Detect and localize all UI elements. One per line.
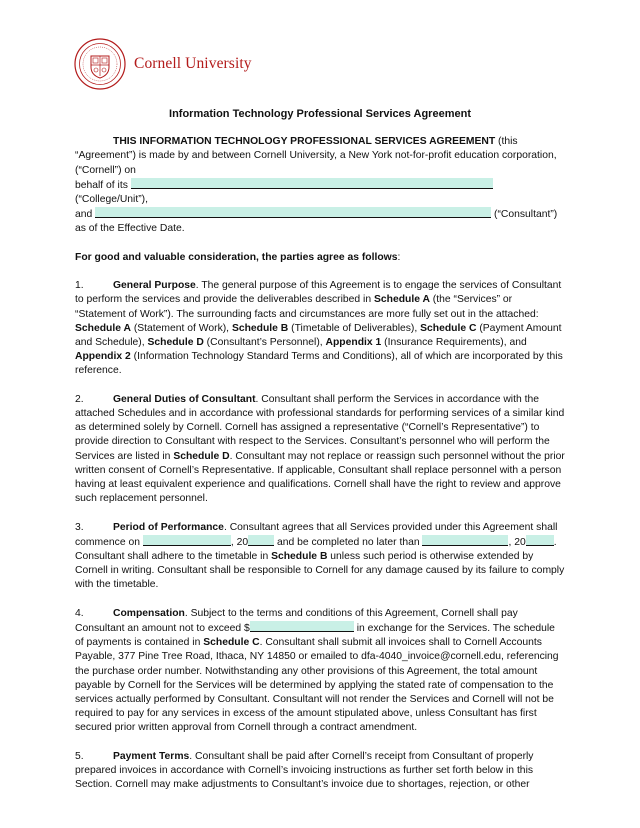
- college-unit-field[interactable]: [131, 178, 493, 189]
- section-2-text-2: . Consultant may not replace or reassign such personnel without the prior written consent of Cornell’s Representative. If applicable, Consultant shall replace personnel with a person having at least equivalent experience and qualifications. Cornell shall have the right to review and approve such replacement personnel.: [75, 450, 565, 505]
- section-4-number: 4.: [75, 607, 84, 619]
- intro-bold: THIS INFORMATION TECHNOLOGY PROFESSIONAL SERVICES AGREEMENT: [113, 136, 496, 148]
- section-5: [75, 750, 565, 793]
- intro-text: (this “Agreement”) is made by and between Cornell University, a New York not-for-profit education corporation, (“Cornell”) on: [75, 136, 557, 176]
- schedule-a-ref-2: Schedule A: [75, 322, 131, 334]
- section-4-heading: Compensation: [113, 607, 185, 619]
- section-5-heading: Payment Terms: [113, 750, 190, 762]
- appendix-2-ref: Appendix 2: [75, 351, 131, 363]
- section-3-number: 3.: [75, 521, 84, 533]
- header-logo: [74, 38, 252, 90]
- schedule-d-ref: Schedule D: [147, 337, 204, 349]
- section-2-heading: General Duties of Consultant: [113, 393, 256, 405]
- section-4-text-2: in exchange for the Services. The schedule of payments is contained in: [75, 623, 555, 649]
- section-1-text-6: (Consultant’s Personnel),: [203, 337, 326, 349]
- section-3-text-1: . Consultant agrees that all Services provided under this Agreement shall commence on: [75, 521, 558, 548]
- section-1-text-4: (Timetable of Deliverables),: [288, 322, 421, 334]
- logo-text: Cornell University: [134, 55, 252, 72]
- section-3-heading: Period of Performance: [113, 521, 224, 533]
- section-2-text-1: . Consultant shall perform the Services in accordance with the attached Schedules and in accordance with professional standards for performing services of a similar kind as determined solely by Cornell. Cornell has assigned a representative (“Cornell’s Representative”) to provide direction to Consultant with respect to the Services. Consultant’s personnel who will perform the Services are listed in: [75, 393, 565, 462]
- schedule-a-ref: Schedule A: [373, 294, 430, 306]
- section-4-text-1: . Subject to the terms and conditions of this Agreement, Cornell shall pay Consultant an amount not to exceed $: [75, 607, 518, 635]
- section-1: [75, 279, 565, 378]
- cornell-seal-icon: [74, 38, 126, 90]
- section-3-text-2: , 20: [230, 536, 249, 548]
- consideration-colon: :: [397, 251, 401, 263]
- intro-end: as of the Effective Date.: [75, 223, 185, 235]
- consultant-name-field[interactable]: [95, 207, 491, 218]
- behalf-prefix: behalf of its: [75, 179, 128, 191]
- end-date-field[interactable]: [422, 535, 508, 546]
- section-1-number: 1.: [75, 280, 84, 292]
- section-4: [75, 607, 565, 736]
- section-1-text-8: (Information Technology Standard Terms and Conditions), all of which are incorporated by this reference.: [75, 351, 563, 377]
- consideration-text: For good and valuable consideration, the parties agree as follows: [75, 251, 398, 263]
- section-1-text-2: (the “Services” or “Statement of Work”). The surrounding facts and circumstances are more fully set out in the attached:: [75, 294, 539, 320]
- section-2: [75, 393, 565, 507]
- schedule-b-ref-2: Schedule B: [271, 551, 328, 563]
- section-4-text-3: . Consultant shall submit all invoices shall to Cornell Accounts Payable, 377 Pine Tree Road, Ithaca, NY 14850 or emailed to dfa-4040_invoice@cornell.edu, referencing the purchase order number. Notwithstanding any other provisions of this Agreement, the total amount payable by Cornell for the Services will be determined by applying the stated rate of compensation to the services actually performed by Consultant. Consultant will not render the Services and Cornell will not be required to pay for any services in excess of the amount stipulated above, unless Consultant has first secured prior written approval from Cornell through a contract amendment.: [75, 637, 559, 734]
- section-3-text-4: , 20: [508, 536, 526, 548]
- section-3: [75, 521, 565, 593]
- end-year-field[interactable]: [526, 535, 554, 546]
- and-suffix: (“Consultant”): [491, 209, 558, 221]
- section-1-text-5: (Payment Amount and Schedule),: [75, 322, 562, 349]
- schedule-b-ref: Schedule B: [231, 322, 289, 334]
- section-1-text-7: (Insurance Requirements), and: [381, 337, 527, 349]
- appendix-1-ref: Appendix 1: [325, 337, 382, 349]
- behalf-suffix: (“College/Unit”),: [75, 194, 148, 206]
- start-date-field[interactable]: [143, 535, 231, 546]
- section-3-text-5: . Consultant shall adhere to the timetable in: [75, 536, 557, 563]
- intro-paragraph: [75, 135, 565, 236]
- section-5-text-1: . Consultant shall be paid after Cornell’s receipt from Consultant of properly prepared invoices in accordance with Cornell’s invoicing instructions as further set forth below in this Section. Cornell may make adjustments to Consultant’s invoice due to shortages, rejection, or other: [75, 750, 534, 791]
- section-1-text-3: (Statement of Work),: [130, 322, 232, 334]
- section-5-number: 5.: [75, 750, 84, 762]
- document-title: Information Technology Professional Services Agreement: [169, 108, 471, 120]
- section-1-heading: General Purpose: [113, 280, 196, 292]
- start-year-field[interactable]: [248, 535, 274, 546]
- document-body: [75, 107, 565, 792]
- section-2-number: 2.: [75, 393, 84, 405]
- amount-field[interactable]: [250, 621, 354, 632]
- schedule-c-ref-2: Schedule C: [203, 637, 260, 649]
- and-prefix: and: [75, 209, 93, 221]
- schedule-c-ref: Schedule C: [420, 322, 477, 334]
- consideration-line: [75, 251, 565, 265]
- section-3-text-3: and be completed no later than: [274, 536, 423, 548]
- section-1-text-1: . The general purpose of this Agreement is to engage the services of Consultant to perform the services and provide the deliverables described in: [75, 280, 562, 306]
- schedule-d-ref-2: Schedule D: [173, 450, 230, 462]
- section-3-text-6: unless such period is otherwise extended by Cornell in writing. Consultant shall be responsible to Cornell for any damage caused by its failure to comply with the timetable.: [75, 551, 565, 591]
